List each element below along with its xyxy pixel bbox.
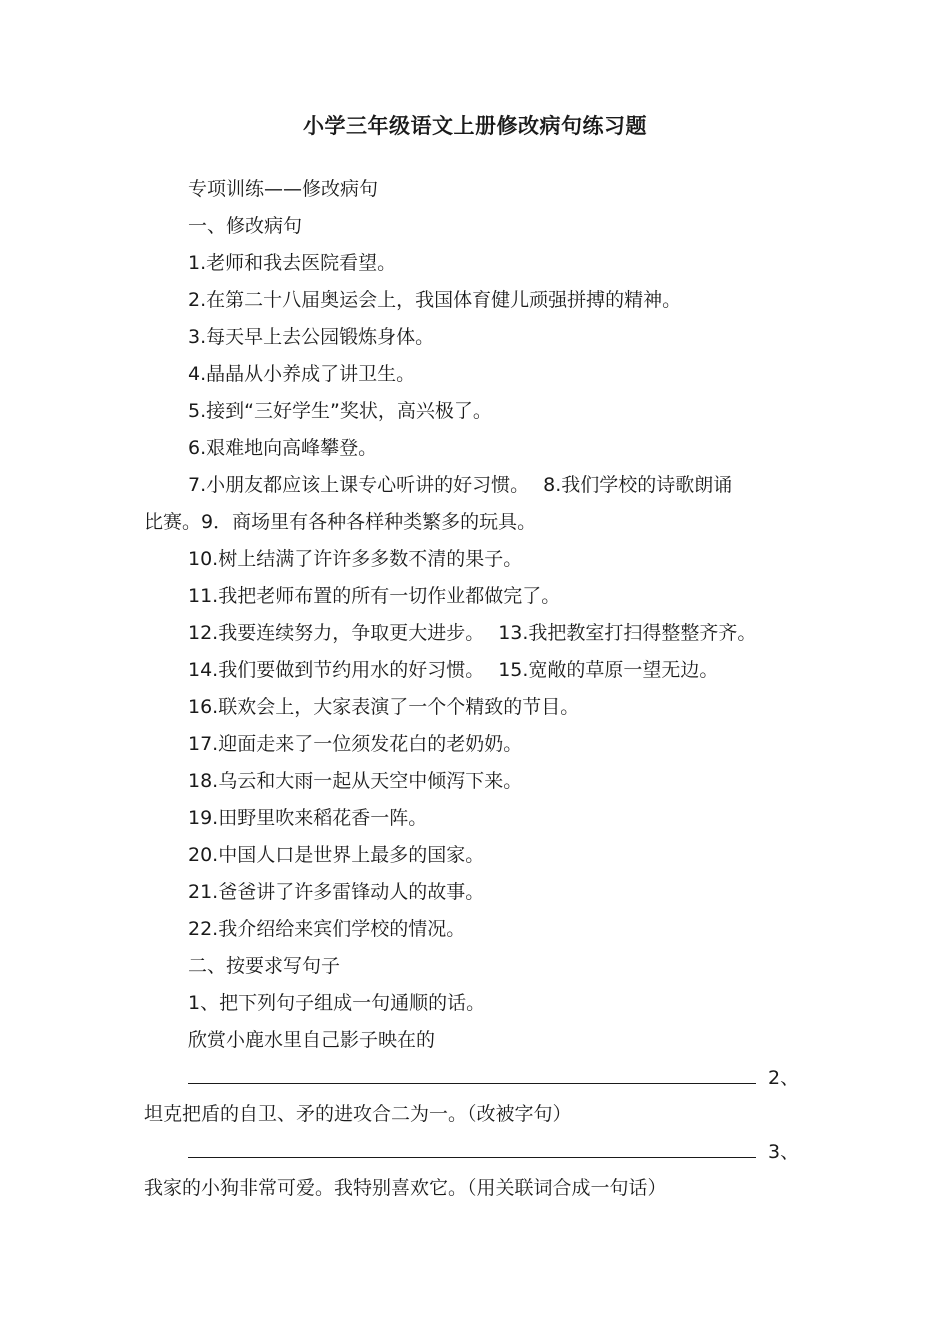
exercise-item: 10.树上结满了许许多多数不清的果子。 xyxy=(188,548,523,570)
section-heading-2: 二、按要求写句子 xyxy=(188,955,341,977)
answer-blank[interactable] xyxy=(188,1059,756,1084)
exercise-item: 6.艰难地向高峰攀登。 xyxy=(188,437,378,459)
exercise-item: 11.我把老师布置的所有一切作业都做完了。 xyxy=(188,585,561,607)
question-2: 坦克把盾的自卫、矛的进攻合二为一。（改被字句） xyxy=(144,1103,572,1125)
exercise-item: 4.晶晶从小养成了讲卫生。 xyxy=(188,363,416,385)
exercise-item: 12.我要连续努力，争取更大进步。 xyxy=(188,622,485,644)
exercise-item: 14.我们要做到节约用水的好习惯。 xyxy=(188,659,485,681)
exercise-item: 5.接到“三好学生”奖状，高兴极了。 xyxy=(188,400,492,422)
answer-line-row xyxy=(144,1059,814,1096)
question-1: 1、把下列句子组成一句通顺的话。 xyxy=(188,992,486,1014)
question-3: 我家的小狗非常可爱。我特别喜欢它。（用关联词合成一句话） xyxy=(144,1177,667,1199)
exercise-item: 18.乌云和大雨一起从天空中倾泻下来。 xyxy=(188,770,523,792)
exercise-item: 16.联欢会上，大家表演了一个个精致的节目。 xyxy=(188,696,580,718)
section-heading-1: 一、修改病句 xyxy=(188,215,303,237)
exercise-item: 22.我介绍给来宾们学校的情况。 xyxy=(188,918,466,940)
document-body xyxy=(144,171,814,1207)
exercise-item-combined xyxy=(144,652,814,689)
answer-line-row xyxy=(144,1133,814,1170)
exercise-item-continued: 比赛。9．商场里有各种各样种类繁多的玩具。 xyxy=(144,511,537,533)
question-number: 3、 xyxy=(768,1141,800,1163)
exercise-item: 1.老师和我去医院看望。 xyxy=(188,252,397,274)
exercise-item: 3.每天早上去公园锻炼身体。 xyxy=(188,326,435,348)
exercise-item: 17.迎面走来了一位须发花白的老奶奶。 xyxy=(188,733,523,755)
subtitle: 专项训练——修改病句 xyxy=(188,178,379,200)
exercise-item: 15.宽敞的草原一望无边。 xyxy=(498,659,719,681)
page-title: 小学三年级语文上册修改病句练习题 xyxy=(303,114,647,138)
question-number: 2、 xyxy=(768,1067,800,1089)
exercise-item-combined xyxy=(144,615,814,652)
exercise-item: 20.中国人口是世界上最多的国家。 xyxy=(188,844,485,866)
exercise-item: 2.在第二十八届奥运会上，我国体育健儿顽强拼搏的精神。 xyxy=(188,289,682,311)
exercise-item: 8.我们学校的诗歌朗诵 xyxy=(543,474,733,496)
exercise-item: 13.我把教室打扫得整整齐齐。 xyxy=(498,622,757,644)
exercise-item: 21.爸爸讲了许多雷锋动人的故事。 xyxy=(188,881,485,903)
exercise-item: 19.田野里吹来稻花香一阵。 xyxy=(188,807,428,829)
question-1-words: 欣赏小鹿水里自己影子映在的 xyxy=(188,1029,436,1051)
exercise-item: 7.小朋友都应该上课专心听讲的好习惯。 xyxy=(188,474,530,496)
answer-blank[interactable] xyxy=(188,1133,756,1158)
exercise-item-combined xyxy=(144,467,814,504)
